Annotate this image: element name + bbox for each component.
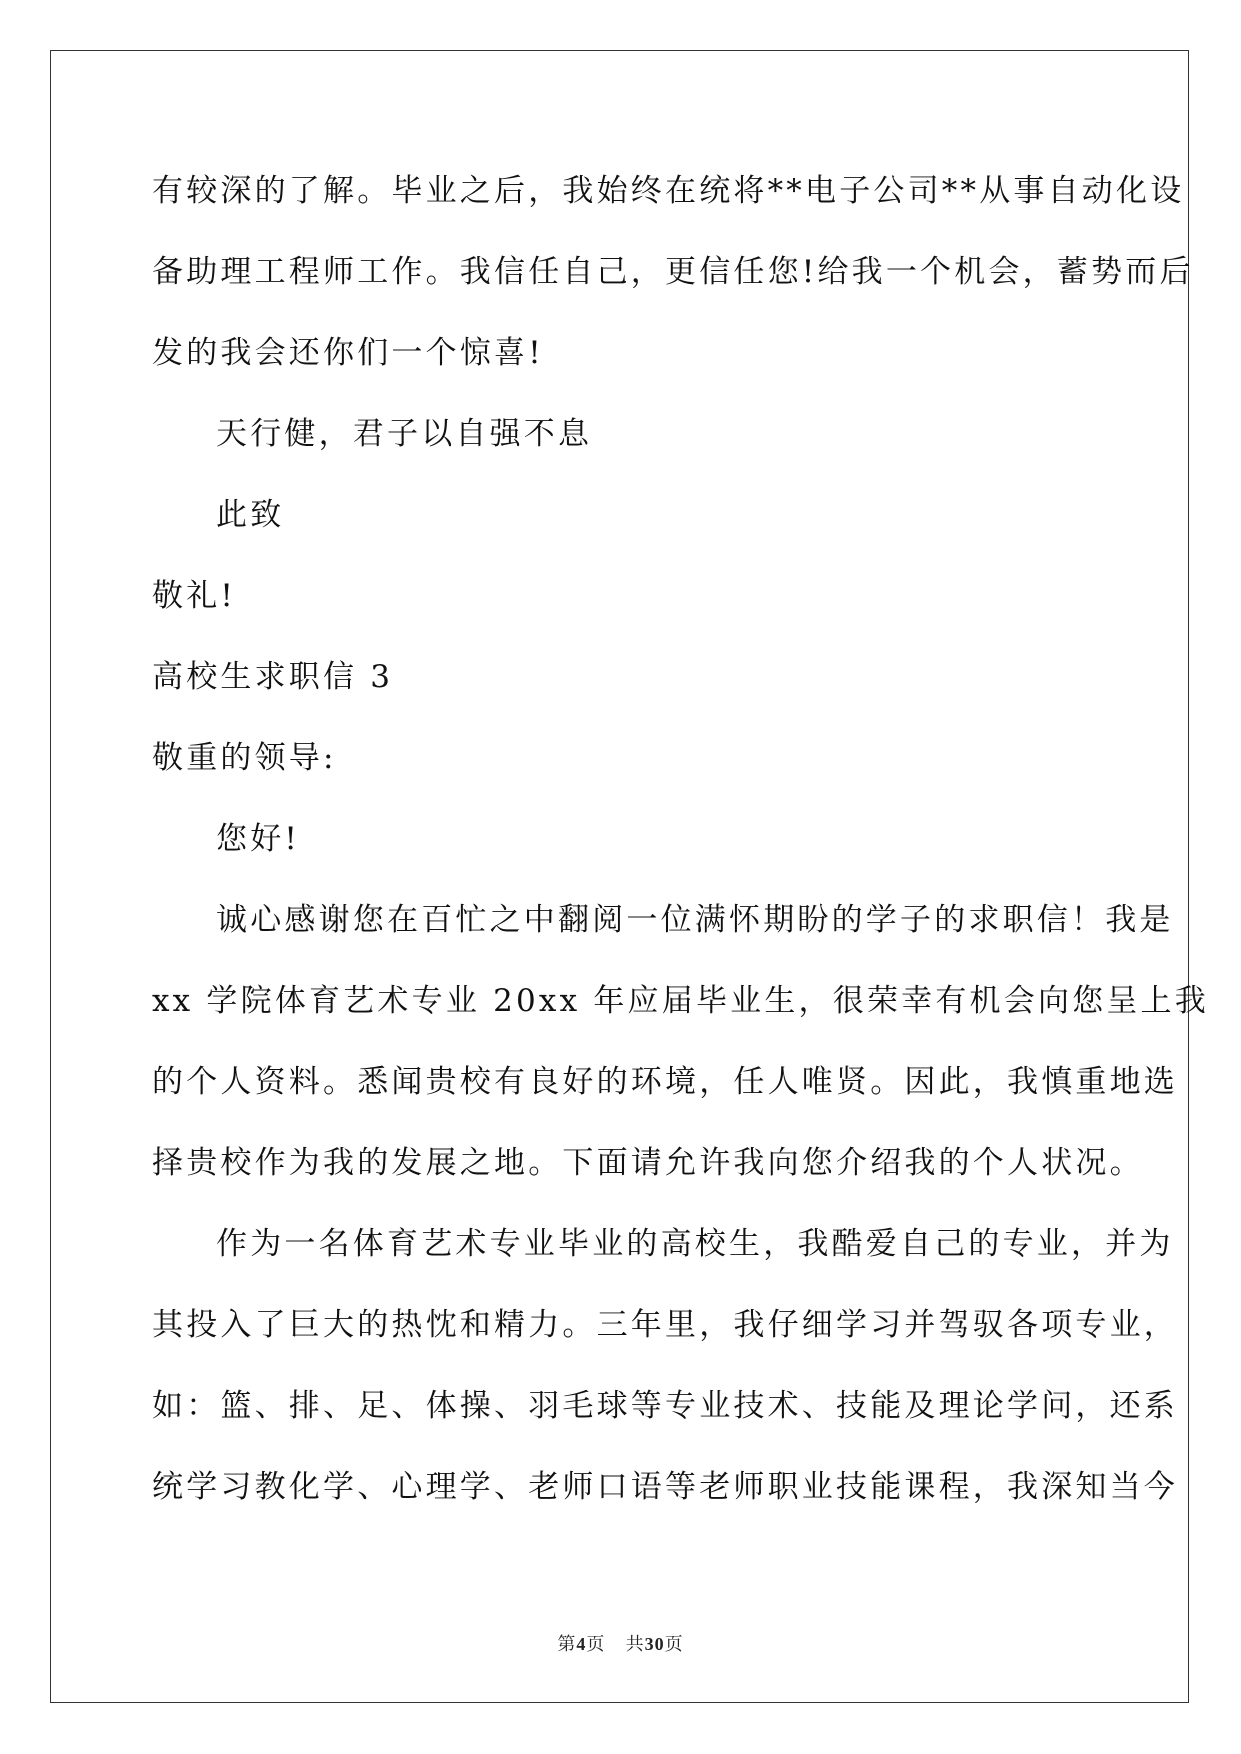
salutation-line: 敬礼! [152, 578, 237, 614]
document-body [152, 163, 1209, 1540]
text-line: 的个人资料。悉闻贵校有良好的环境，任人唯贤。因此，我慎重地选 [152, 1064, 1178, 1100]
footer-page-suffix: 页 [586, 1634, 606, 1655]
motto-line: 天行健，君子以自强不息 [216, 416, 593, 452]
greeting-line: 您好! [216, 821, 301, 857]
text-line: 发的我会还你们一个惊喜! [152, 335, 544, 371]
footer-prefix: 第 [557, 1634, 577, 1655]
greeting-recipient: 敬重的领导: [152, 740, 337, 776]
text-line: 备助理工程师工作。我信任自己，更信任您!给我一个机会，蓄势而后 [152, 254, 1194, 290]
page-footer [0, 1630, 1241, 1656]
footer-total-suffix: 页 [664, 1634, 684, 1655]
text-line: xx 学院体育艺术专业 20xx 年应届毕业生，很荣幸有机会向您呈上我 [152, 983, 1209, 1019]
footer-total-prefix: 共 [625, 1634, 645, 1655]
text-line: 诚心感谢您在百忙之中翻阅一位满怀期盼的学子的求职信！我是 [216, 902, 1174, 938]
page-number: 4 [576, 1634, 587, 1654]
closing-line: 此致 [216, 497, 285, 533]
text-line: 其投入了巨大的热忱和精力。三年里，我仔细学习并驾驭各项专业， [152, 1307, 1178, 1343]
text-line: 统学习教化学、心理学、老师口语等老师职业技能课程，我深知当今 [152, 1469, 1178, 1505]
page-total: 30 [644, 1634, 665, 1654]
text-line: 择贵校作为我的发展之地。下面请允许我向您介绍我的个人状况。 [152, 1145, 1144, 1181]
text-line: 有较深的了解。毕业之后，我始终在统将**电子公司**从事自动化设 [152, 173, 1185, 209]
section-title: 高校生求职信 3 [152, 659, 394, 695]
text-line: 作为一名体育艺术专业毕业的高校生，我酷爱自己的专业，并为 [216, 1226, 1174, 1262]
text-line: 如：篮、排、足、体操、羽毛球等专业技术、技能及理论学问，还系 [152, 1388, 1178, 1424]
